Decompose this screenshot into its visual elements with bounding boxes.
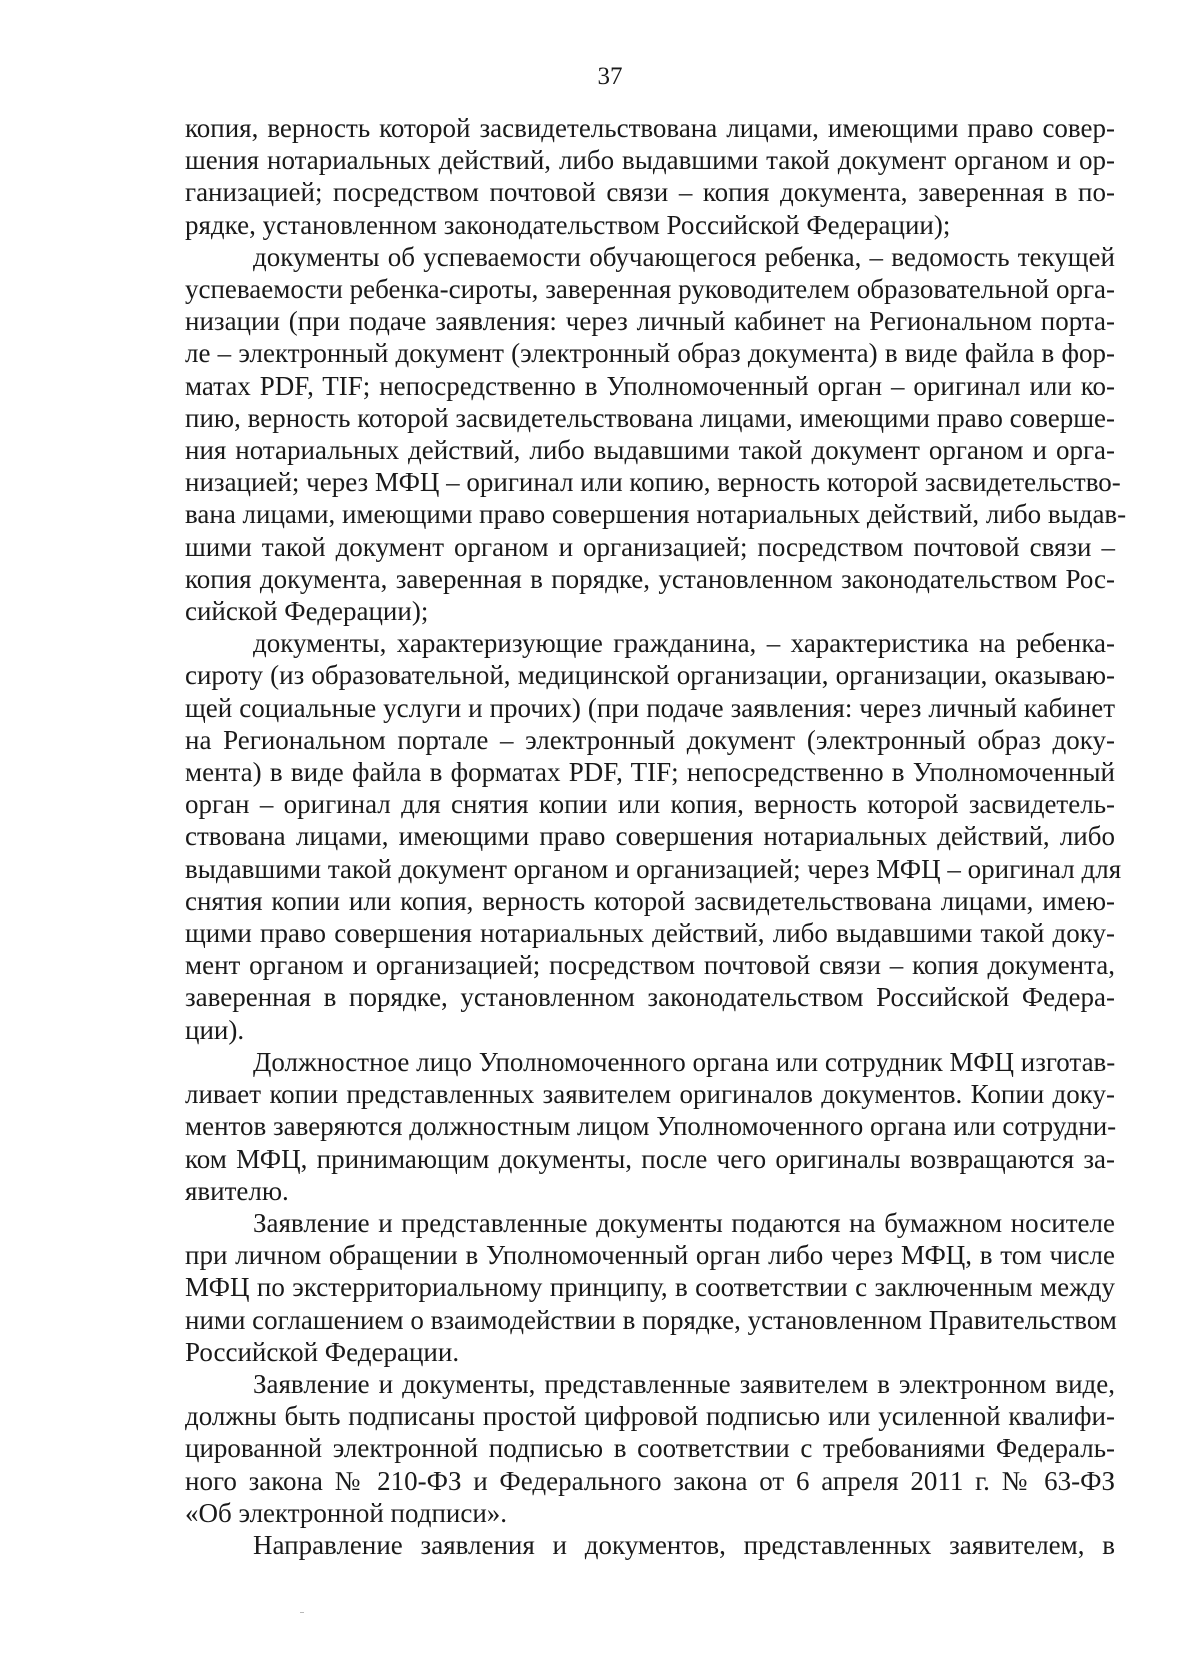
text-line: ции). — [185, 1014, 245, 1045]
text-line: ганизацией; посредством почтовой связи – копия документа, заверенная в по- — [185, 177, 1115, 208]
text-line: ствована лицами, имеющими право совершения нотариальных действий, либо — [185, 821, 1115, 852]
text-line: Направление заявления и документов, представленных заявителем, в — [253, 1529, 1115, 1560]
text-line: низацией; через МФЦ – оригинал или копию, верность которой засвидетельство- — [185, 467, 1121, 498]
text-line: низации (при подаче заявления: через личный кабинет на Региональном порта- — [185, 306, 1115, 337]
text-line: выдавшими такой документ органом и организацией; через МФЦ – оригинал для — [185, 853, 1122, 884]
text-line: Заявление и представленные документы подаются на бумажном носителе — [253, 1207, 1115, 1238]
text-line: ного закона № 210-ФЗ и Федерального закона от 6 апреля 2011 г. № 63-ФЗ — [185, 1465, 1115, 1496]
text-line: мент органом и организацией; посредством почтовой связи – копия документа, — [185, 950, 1115, 981]
text-line: цированной электронной подписью в соответствии с требованиями Федераль- — [185, 1433, 1115, 1464]
text-line: ния нотариальных действий, либо выдавшими такой документ органом и орга- — [185, 435, 1115, 466]
text-line: мента) в виде файла в форматах PDF, TIF; непосредственно в Уполномоченный — [185, 757, 1115, 788]
text-line: шения нотариальных действий, либо выдавшими такой документ органом и ор- — [185, 145, 1115, 176]
text-line: МФЦ по экстерриториальному принципу, в соответствии с заключенным между — [185, 1272, 1115, 1303]
text-line: щей социальные услуги и прочих) (при подаче заявления: через личный кабинет — [185, 692, 1115, 723]
document-body — [185, 112, 1127, 1561]
text-line: ле – электронный документ (электронный образ документа) в виде файла в фор- — [185, 338, 1115, 369]
paragraph-7 — [185, 1529, 1115, 1561]
text-line: Российской Федерации. — [185, 1336, 460, 1367]
text-line: рядке, установленном законодательством Российской Федерации); — [185, 209, 951, 240]
text-line: успеваемости ребенка-сироты, заверенная руководителем образовательной орга- — [185, 274, 1115, 305]
paragraph-4 — [185, 1046, 1115, 1207]
text-line: ком МФЦ, принимающим документы, после чего оригиналы возвращаются за- — [185, 1143, 1115, 1174]
text-line: «Об электронной подписи». — [185, 1497, 508, 1528]
text-line: на Региональном портале – электронный документ (электронный образ доку- — [185, 724, 1115, 755]
text-line: заверенная в порядке, установленном законодательством Российской Федера- — [185, 982, 1115, 1013]
text-line: Должностное лицо Уполномоченного органа или сотрудник МФЦ изготав- — [253, 1046, 1116, 1077]
paragraph-3 — [185, 627, 1122, 1046]
text-line: ними соглашением о взаимодействии в порядке, установленном Правительством — [185, 1304, 1117, 1335]
scan-artifact — [300, 1612, 304, 1613]
text-line: явителю. — [185, 1175, 289, 1206]
paragraph-6 — [185, 1368, 1115, 1529]
text-line: сийской Федерации); — [185, 596, 429, 627]
page-number: 37 — [597, 63, 623, 90]
text-line: копия, верность которой засвидетельствована лицами, имеющими право совер- — [185, 113, 1115, 143]
text-line: при личном обращении в Уполномоченный орган либо через МФЦ, в том числе — [185, 1240, 1115, 1271]
text-line: вана лицами, имеющими право совершения нотариальных действий, либо выдав- — [185, 499, 1127, 530]
text-line: Заявление и документы, представленные заявителем в электронном виде, — [253, 1368, 1115, 1399]
text-line: щими право совершения нотариальных действий, либо выдавшими такой доку- — [185, 918, 1115, 949]
text-line: ливает копии представленных заявителем оригиналов документов. Копии доку- — [185, 1079, 1115, 1110]
text-line: матах PDF, TIF; непосредственно в Уполномоченный орган – оригинал или ко- — [185, 370, 1115, 401]
paragraph-1 — [185, 112, 1115, 241]
text-line: должны быть подписаны простой цифровой подписью или усиленной квалифи- — [185, 1401, 1115, 1432]
text-line: сироту (из образовательной, медицинской организации, организации, оказываю- — [185, 660, 1115, 691]
text-line: ментов заверяются должностным лицом Уполномоченного органа или сотрудни- — [185, 1111, 1117, 1142]
paragraph-5 — [185, 1207, 1115, 1368]
text-line: снятия копии или копия, верность которой засвидетельствована лицами, имею- — [185, 885, 1115, 916]
text-line: документы об успеваемости обучающегося ребенка, – ведомость текущей — [253, 241, 1115, 272]
text-line: пию, верность которой засвидетельствована лицами, имеющими право соверше- — [185, 402, 1115, 433]
text-line: документы, характеризующие гражданина, – характеристика на ребенка- — [253, 628, 1115, 659]
text-line: орган – оригинал для снятия копии или копия, верность которой засвидетель- — [185, 789, 1115, 820]
text-line: шими такой документ органом и организацией; посредством почтовой связи – — [185, 531, 1115, 562]
text-line: копия документа, заверенная в порядке, установленном законодательством Рос- — [185, 563, 1115, 594]
paragraph-2 — [185, 241, 1127, 627]
